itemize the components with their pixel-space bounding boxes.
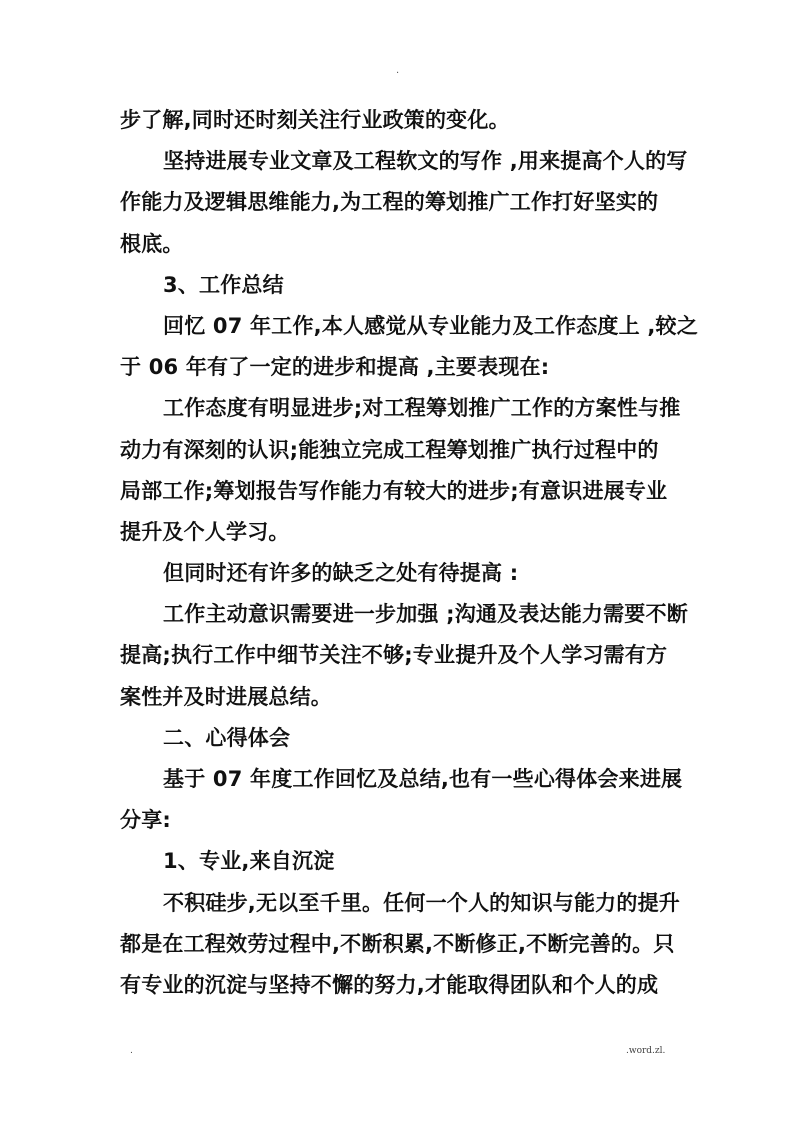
text-line: 回忆 07 年工作,本人感觉从专业能力及工作态度上 ,较之	[163, 313, 698, 338]
section-heading: 1、专业,来自沉淀	[163, 849, 335, 874]
footer-left-mark: .	[130, 1046, 133, 1056]
text-line: 局部工作;筹划报告写作能力有较大的进步;有意识进展专业	[120, 478, 668, 503]
text-line: 提高;执行工作中细节关注不够;专业提升及个人学习需有方	[120, 643, 668, 668]
text-line: 有专业的沉淀与坚持不懈的努力,才能取得团队和个人的成	[120, 972, 659, 997]
text-line: 案性并及时进展总结。	[120, 684, 332, 709]
section-heading: 3、工作总结	[163, 272, 284, 297]
text-line: 步了解,同时还时刻关注行业政策的变化。	[120, 108, 510, 132]
text-line: 于 06 年有了一定的进步和提高 ,主要表现在:	[120, 355, 550, 380]
text-line: 作能力及逻辑思维能力,为工程的筹划推广工作打好坚实的	[120, 190, 659, 215]
text-line: 但同时还有许多的缺乏之处有待提高 :	[163, 561, 519, 586]
section-heading: 二、心得体会	[163, 725, 291, 750]
text-line: 都是在工程效劳过程中,不断积累,不断修正,不断完善的。只	[120, 931, 675, 956]
header-mark: .	[396, 65, 400, 76]
footer-source-text: .word.zl.	[626, 1046, 666, 1056]
text-line: 工作态度有明显进步;对工程筹划推广工作的方案性与推	[163, 396, 681, 421]
text-line: 不积硅步,无以至千里。任何一个人的知识与能力的提升	[163, 890, 680, 915]
text-line: 基于 07 年度工作回忆及总结,也有一些心得体会来进展	[163, 767, 683, 791]
text-line: 提升及个人学习。	[120, 519, 290, 544]
text-line: 坚持进展专业文章及工程软文的写作 ,用来提高个人的写	[163, 149, 688, 174]
body-text	[120, 100, 698, 1006]
text-line: 动力有深刻的认识;能独立完成工程筹划推广执行过程中的	[120, 437, 659, 462]
text-line: 分享:	[120, 808, 171, 833]
text-line: 根底。	[120, 231, 184, 256]
text-line: 工作主动意识需要进一步加强 ;沟通及表达能力需要不断	[163, 602, 688, 627]
